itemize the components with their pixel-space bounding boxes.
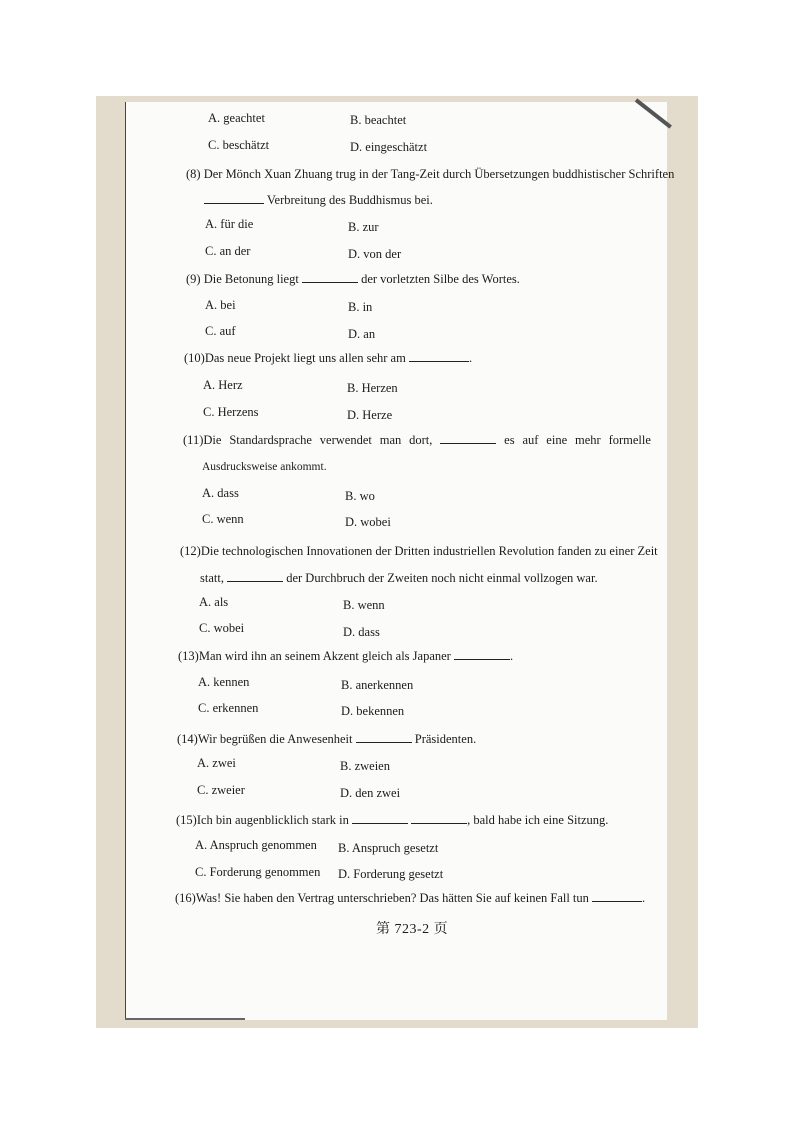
question-word: formelle xyxy=(608,433,651,447)
q12-option-d: D. dass xyxy=(343,625,380,639)
q13-option-a: A. kennen xyxy=(198,675,250,689)
question-word: Standardsprache xyxy=(229,433,312,447)
question-text: Man wird ihn an seinem Akzent gleich als Japaner xyxy=(198,649,451,663)
question-13 xyxy=(178,648,513,664)
question-word: dort, xyxy=(409,433,433,447)
q8-option-b: B. zur xyxy=(348,220,379,234)
q15-option-c: C. Forderung genommen xyxy=(195,865,321,879)
q10-option-c: C. Herzens xyxy=(203,405,259,419)
question-word: man xyxy=(379,433,402,447)
question-text: Der Mönch Xuan Zhuang trug in der Tang-Zeit durch Übersetzungen buddhistischer Schriften xyxy=(203,167,675,181)
q13-option-b: B. anerkennen xyxy=(341,678,414,692)
question-word: mehr xyxy=(575,433,601,447)
question-number: (15) xyxy=(176,813,197,827)
page-number: 第 723-2 页 xyxy=(376,922,449,937)
question-8-line2 xyxy=(204,192,433,208)
q9-option-d: D. an xyxy=(348,327,376,341)
answer-blank xyxy=(440,432,496,444)
question-number: (12) xyxy=(180,544,201,558)
question-word: es xyxy=(504,433,515,447)
q8-option-a: A. für die xyxy=(205,217,254,231)
question-11-line2: Ausdrucksweise ankommt. xyxy=(202,461,327,473)
question-number: (13) xyxy=(178,649,199,663)
q10-option-d: D. Herze xyxy=(347,408,393,422)
q12-option-a: A. als xyxy=(199,595,229,609)
q10-option-b: B. Herzen xyxy=(347,381,398,395)
question-10 xyxy=(184,350,472,366)
question-12 xyxy=(180,543,658,559)
question-text: Ich bin augenblicklich stark in xyxy=(196,813,349,827)
question-end: . xyxy=(642,891,646,905)
q12-option-b: B. wenn xyxy=(343,598,385,612)
q11-option-d: D. wobei xyxy=(345,515,391,529)
answer-blank xyxy=(352,812,408,824)
q13-option-d: D. bekennen xyxy=(341,704,405,718)
answer-blank xyxy=(592,890,642,902)
question-number: (10) xyxy=(184,351,205,365)
question-text: Das neue Projekt liegt uns allen sehr am xyxy=(204,351,406,365)
q15-option-a: A. Anspruch genommen xyxy=(195,838,317,852)
answer-blank xyxy=(454,648,510,660)
q14-option-a: A. zwei xyxy=(197,756,236,770)
question-number: (16) xyxy=(175,891,196,905)
question-number: (8) xyxy=(186,167,201,181)
question-end: . xyxy=(509,649,514,663)
question-text: Verbreitung des Buddhismus bei. xyxy=(266,193,433,207)
q9-option-a: A. bei xyxy=(205,298,236,312)
answer-blank xyxy=(409,350,469,362)
q9-option-b: B. in xyxy=(348,300,373,314)
question-number: (14) xyxy=(177,732,198,746)
answer-blank xyxy=(227,570,283,582)
question-text: Was! Sie haben den Vertrag unterschrieben? Das hätten Sie auf keinen Fall tun xyxy=(195,891,589,905)
q15-option-d: D. Forderung gesetzt xyxy=(338,867,444,881)
answer-blank xyxy=(204,192,264,204)
q12-option-c: C. wobei xyxy=(199,621,245,635)
q7-option-b: B. beachtet xyxy=(350,113,407,127)
question-15 xyxy=(176,812,608,828)
q7-option-a: A. geachtet xyxy=(208,111,265,125)
q10-option-a: A. Herz xyxy=(203,378,243,392)
q14-option-d: D. den zwei xyxy=(340,786,401,800)
question-text: der vorletzten Silbe des Wortes. xyxy=(361,272,520,286)
question-text: Präsidenten. xyxy=(414,732,477,746)
question-9 xyxy=(186,271,520,287)
question-text: Die technologischen Innovationen der Dritten industriellen Revolution fanden zu einer Zeit xyxy=(200,544,658,558)
q9-option-c: C. auf xyxy=(205,324,236,338)
q8-option-d: D. von der xyxy=(348,247,402,261)
question-14 xyxy=(177,731,476,747)
question-end: . xyxy=(468,351,473,365)
question-16 xyxy=(175,890,645,906)
answer-blank xyxy=(356,731,412,743)
answer-blank xyxy=(302,271,358,283)
question-text: der Durchbruch der Zweiten noch nicht einmal vollzogen war. xyxy=(286,571,598,585)
question-word: verwendet xyxy=(319,433,372,447)
question-8 xyxy=(186,166,675,182)
answer-blank xyxy=(411,812,467,824)
question-word: eine xyxy=(546,433,568,447)
question-11 xyxy=(183,432,651,448)
question-text: , bald habe ich eine Sitzung. xyxy=(467,813,609,827)
question-text: Wir begrüßen die Anwesenheit xyxy=(197,732,353,746)
question-text: Die Betonung liegt xyxy=(203,272,299,286)
question-text: statt, xyxy=(200,571,224,585)
exam-paper xyxy=(125,102,667,1020)
q11-option-b: B. wo xyxy=(345,489,375,503)
q13-option-c: C. erkennen xyxy=(198,701,259,715)
q11-option-c: C. wenn xyxy=(202,512,244,526)
q14-option-b: B. zweien xyxy=(340,759,390,773)
q7-option-c: C. beschätzt xyxy=(208,138,270,152)
question-12-line2 xyxy=(200,570,598,586)
q14-option-c: C. zweier xyxy=(197,783,245,797)
question-word: Die xyxy=(203,433,222,447)
question-number: (9) xyxy=(186,272,201,286)
q7-option-d: D. eingeschätzt xyxy=(350,140,428,154)
question-number: (11) xyxy=(183,433,204,447)
question-word: auf xyxy=(522,433,539,447)
q15-option-b: B. Anspruch gesetzt xyxy=(338,841,439,855)
q11-option-a: A. dass xyxy=(202,486,239,500)
paper-edge-mark xyxy=(125,1018,245,1020)
q8-option-c: C. an der xyxy=(205,244,251,258)
